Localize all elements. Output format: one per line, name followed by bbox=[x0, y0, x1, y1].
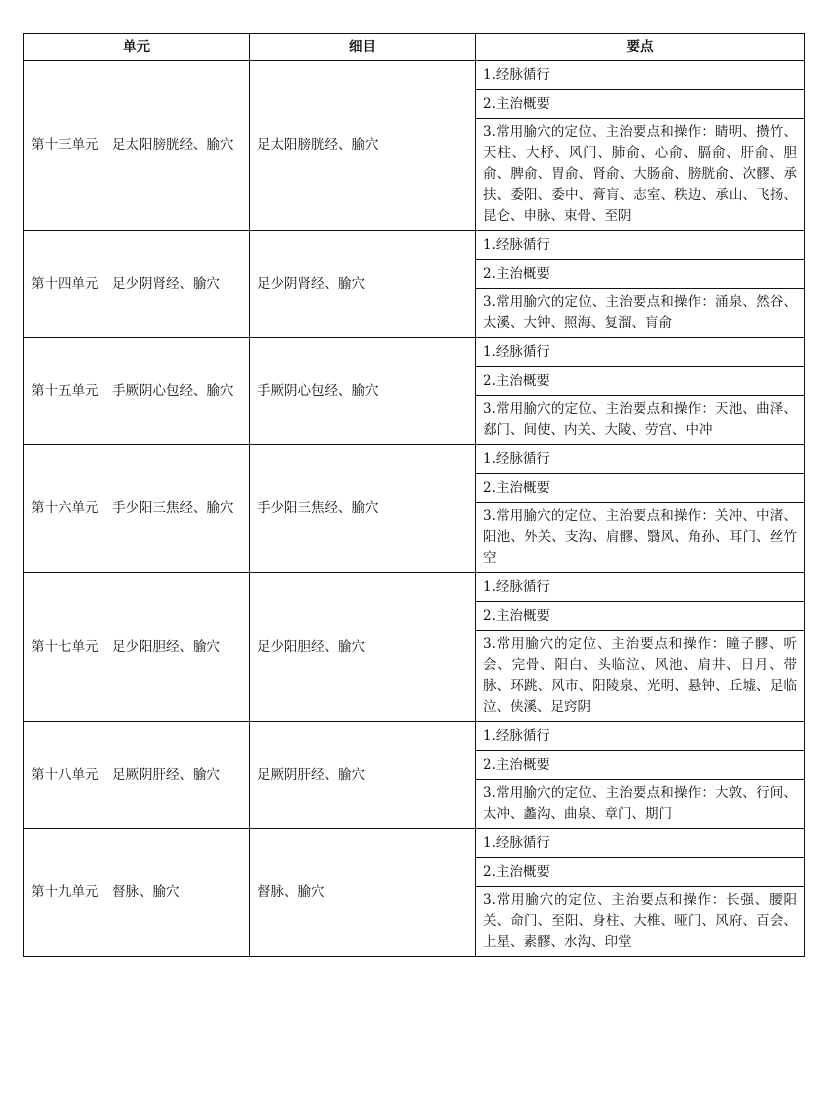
table-row bbox=[24, 338, 805, 367]
point-cell: 1.经脉循行 bbox=[476, 338, 805, 367]
point-cell: 1.经脉循行 bbox=[476, 445, 805, 474]
header-unit: 单元 bbox=[24, 34, 250, 61]
point-cell: 3.常用腧穴的定位、主治要点和操作：睛明、攒竹、天柱、大杼、风门、肺俞、心俞、膈俞、肝俞、胆俞、脾俞、胃俞、肾俞、大肠俞、膀胱俞、次髎、承扶、委阳、委中、膏肓、志室、秩边、承山、飞扬、昆仑、申脉、束骨、至阴 bbox=[476, 119, 805, 231]
unit-cell: 第十四单元 足少阴肾经、腧穴 bbox=[24, 231, 250, 338]
unit-cell: 第十九单元 督脉、腧穴 bbox=[24, 829, 250, 957]
unit-cell: 第十六单元 手少阳三焦经、腧穴 bbox=[24, 445, 250, 573]
point-cell: 1.经脉循行 bbox=[476, 722, 805, 751]
table-row bbox=[24, 829, 805, 858]
point-cell: 2.主治概要 bbox=[476, 260, 805, 289]
table-row bbox=[24, 61, 805, 90]
item-cell: 足厥阴肝经、腧穴 bbox=[250, 722, 476, 829]
table-row bbox=[24, 573, 805, 602]
unit-cell: 第十八单元 足厥阴肝经、腧穴 bbox=[24, 722, 250, 829]
item-cell: 手厥阴心包经、腧穴 bbox=[250, 338, 476, 445]
syllabus-table bbox=[23, 33, 805, 957]
point-cell: 2.主治概要 bbox=[476, 90, 805, 119]
table-row bbox=[24, 445, 805, 474]
point-cell: 2.主治概要 bbox=[476, 474, 805, 503]
point-cell: 3.常用腧穴的定位、主治要点和操作：长强、腰阳关、命门、至阳、身柱、大椎、哑门、风府、百会、上星、素髎、水沟、印堂 bbox=[476, 887, 805, 957]
table-row bbox=[24, 722, 805, 751]
point-cell: 2.主治概要 bbox=[476, 751, 805, 780]
point-cell: 1.经脉循行 bbox=[476, 573, 805, 602]
point-cell: 3.常用腧穴的定位、主治要点和操作：大敦、行间、太冲、蠡沟、曲泉、章门、期门 bbox=[476, 780, 805, 829]
item-cell: 手少阳三焦经、腧穴 bbox=[250, 445, 476, 573]
header-points: 要点 bbox=[476, 34, 805, 61]
point-cell: 2.主治概要 bbox=[476, 602, 805, 631]
point-cell: 1.经脉循行 bbox=[476, 61, 805, 90]
point-cell: 2.主治概要 bbox=[476, 367, 805, 396]
header-row bbox=[24, 34, 805, 61]
table-row bbox=[24, 231, 805, 260]
point-cell: 1.经脉循行 bbox=[476, 231, 805, 260]
unit-cell: 第十三单元 足太阳膀胱经、腧穴 bbox=[24, 61, 250, 231]
point-cell: 3.常用腧穴的定位、主治要点和操作：瞳子髎、听会、完骨、阳白、头临泣、风池、肩井、日月、带脉、环跳、风市、阳陵泉、光明、悬钟、丘墟、足临泣、侠溪、足窍阴 bbox=[476, 631, 805, 722]
point-cell: 3.常用腧穴的定位、主治要点和操作：涌泉、然谷、太溪、大钟、照海、复溜、肓俞 bbox=[476, 289, 805, 338]
point-cell: 3.常用腧穴的定位、主治要点和操作：关冲、中渚、阳池、外关、支沟、肩髎、翳风、角孙、耳门、丝竹空 bbox=[476, 503, 805, 573]
item-cell: 足太阳膀胱经、腧穴 bbox=[250, 61, 476, 231]
point-cell: 2.主治概要 bbox=[476, 858, 805, 887]
point-cell: 1.经脉循行 bbox=[476, 829, 805, 858]
item-cell: 足少阴肾经、腧穴 bbox=[250, 231, 476, 338]
item-cell: 督脉、腧穴 bbox=[250, 829, 476, 957]
unit-cell: 第十五单元 手厥阴心包经、腧穴 bbox=[24, 338, 250, 445]
unit-cell: 第十七单元 足少阳胆经、腧穴 bbox=[24, 573, 250, 722]
point-cell: 3.常用腧穴的定位、主治要点和操作：天池、曲泽、郄门、间使、内关、大陵、劳宫、中冲 bbox=[476, 396, 805, 445]
header-item: 细目 bbox=[250, 34, 476, 61]
item-cell: 足少阳胆经、腧穴 bbox=[250, 573, 476, 722]
